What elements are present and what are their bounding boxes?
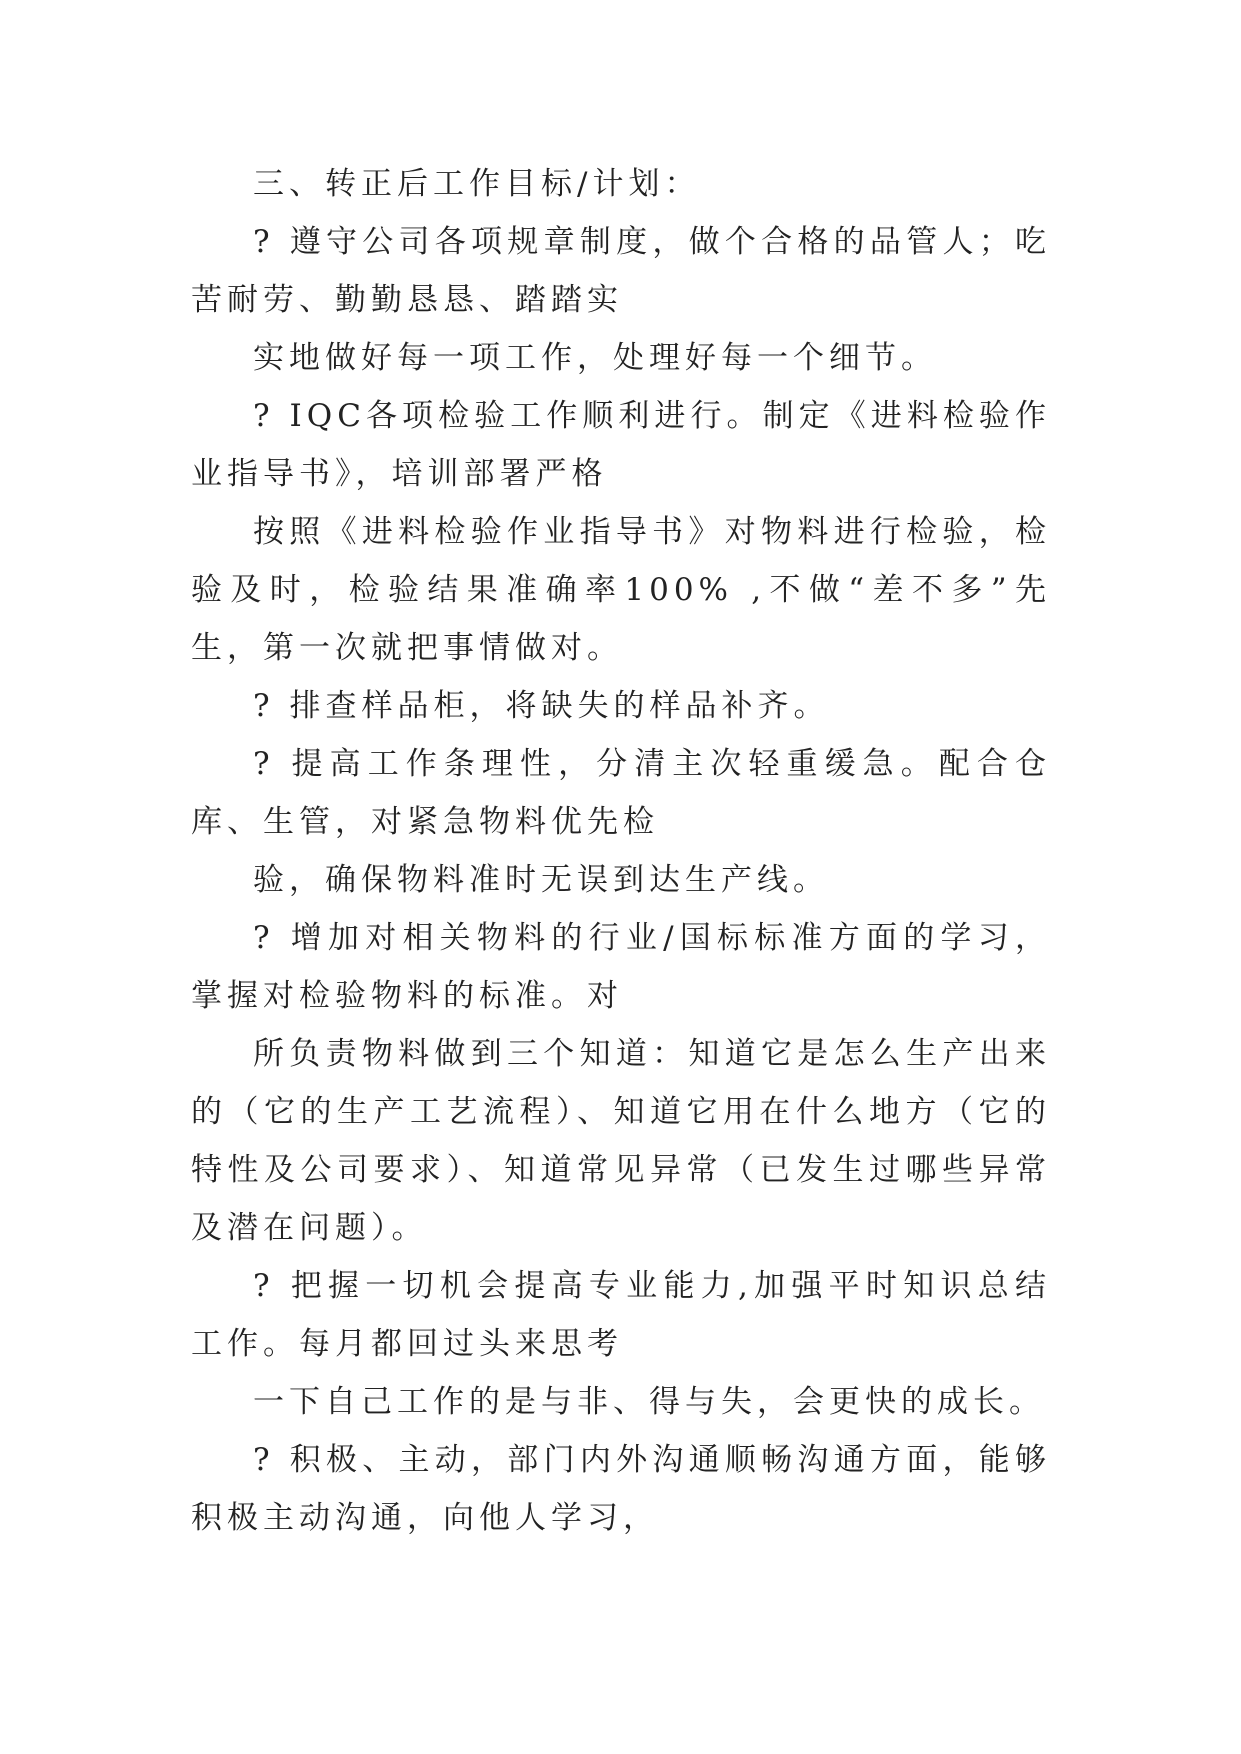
section-heading: 三、转正后工作目标/计划： <box>253 166 701 202</box>
paragraph: 实地做好每一项工作，处理好每一个细节。 <box>253 340 937 376</box>
paragraph: 按照《进料检验作业指导书》对物料进行检验，检验及时，检验结果准确率100% ,不做“差不多”先生，第一次就把事情做对。 <box>191 514 1051 666</box>
paragraph: 一下自己工作的是与非、得与失，会更快的成长。 <box>253 1384 1045 1420</box>
document-body <box>191 155 1051 1547</box>
paragraph: ? 增加对相关物料的行业/国标标准方面的学习，掌握对检验物料的标准。对 <box>191 920 1051 1014</box>
paragraph: ? 提高工作条理性，分清主次轻重缓急。配合仓库、生管，对紧急物料优先检 <box>191 746 1051 840</box>
paragraph: ? 把握一切机会提高专业能力,加强平时知识总结工作。每月都回过头来思考 <box>191 1268 1051 1362</box>
paragraph: 所负责物料做到三个知道：知道它是怎么生产出来的（它的生产工艺流程）、知道它用在什么地方（它的特性及公司要求）、知道常见异常（已发生过哪些异常及潜在问题）。 <box>191 1036 1051 1246</box>
paragraph: 验，确保物料准时无误到达生产线。 <box>253 862 829 898</box>
paragraph: ? IQC各项检验工作顺利进行。制定《进料检验作业指导书》，培训部署严格 <box>191 398 1051 492</box>
paragraph: ? 排查样品柜，将缺失的样品补齐。 <box>253 688 830 724</box>
paragraph: ? 遵守公司各项规章制度，做个合格的品管人；吃苦耐劳、勤勤恳恳、踏踏实 <box>191 224 1051 318</box>
paragraph: ? 积极、主动，部门内外沟通顺畅沟通方面，能够积极主动沟通，向他人学习， <box>191 1442 1051 1536</box>
